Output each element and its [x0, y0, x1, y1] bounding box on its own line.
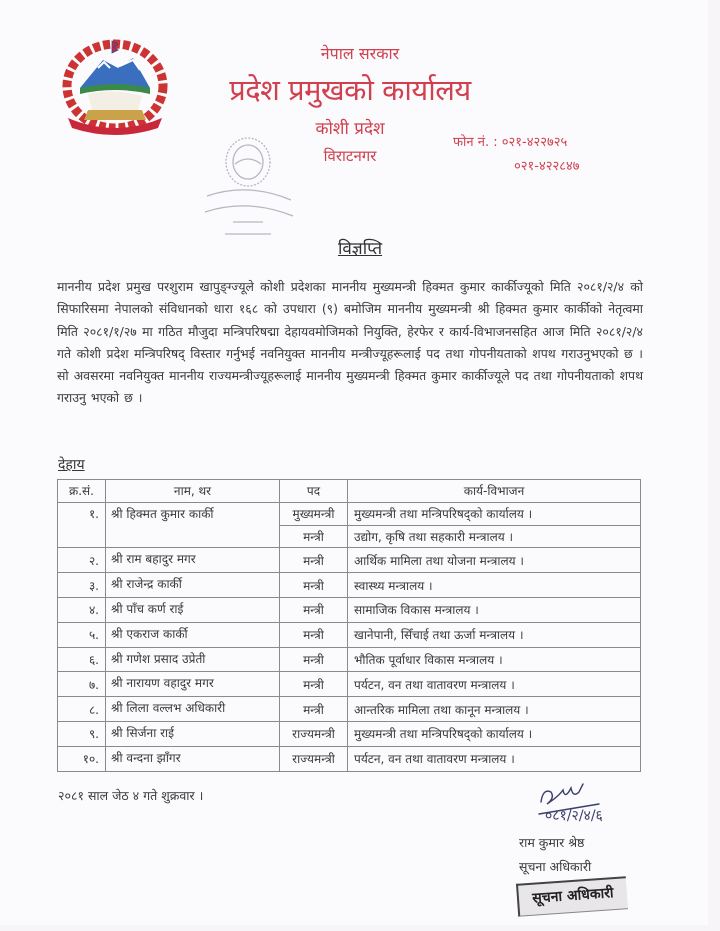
- government-name: नेपाल सरकार: [320, 44, 400, 63]
- cell-name: श्री वन्दना झाँगर: [106, 746, 280, 771]
- table-row: [58, 573, 641, 598]
- cell-portfolio: स्वास्थ्य मन्त्रालय ।: [348, 573, 641, 598]
- cabinet-table: [57, 479, 641, 772]
- officer-stamp: सूचना अधिकारी: [516, 876, 628, 917]
- notice-title: विज्ञप्ति: [337, 239, 383, 259]
- office-seal-icon: [193, 130, 303, 240]
- cell-name: श्री लिला वल्लभ अधिकारी: [106, 697, 280, 722]
- cell-serial: ८.: [58, 697, 106, 722]
- cell-post: मन्त्री: [280, 525, 348, 548]
- header-name: नाम, थर: [106, 480, 280, 503]
- cell-post: मन्त्री: [280, 647, 348, 672]
- cell-post: राज्यमन्त्री: [280, 746, 348, 771]
- cell-portfolio: आर्थिक मामिला तथा योजना मन्त्रालय ।: [348, 548, 641, 573]
- cell-serial: ३.: [58, 573, 106, 598]
- cell-name: श्री एकराज कार्की: [106, 622, 280, 647]
- table-row: [58, 548, 641, 573]
- cell-serial: ९.: [58, 721, 106, 746]
- cell-serial: ४.: [58, 597, 106, 622]
- table-row: [58, 697, 641, 722]
- cell-portfolio: मुख्यमन्त्री तथा मन्त्रिपरिषद्को कार्यालय ।: [348, 502, 641, 525]
- cell-post: मुख्यमन्त्री: [280, 502, 348, 525]
- cell-name: श्री हिक्मत कुमार कार्की: [106, 502, 280, 548]
- signatory-title: सूचना अधिकारी: [519, 859, 592, 874]
- cell-post: मन्त्री: [280, 672, 348, 697]
- cell-portfolio: पर्यटन, वन तथा वातावरण मन्त्रालय ।: [348, 746, 641, 771]
- cell-serial: ५.: [58, 622, 106, 647]
- cell-portfolio: मुख्यमन्त्री तथा मन्त्रिपरिषद्को कार्यालय ।: [348, 721, 641, 746]
- cell-portfolio: पर्यटन, वन तथा वातावरण मन्त्रालय ।: [348, 672, 641, 697]
- cell-post: मन्त्री: [280, 573, 348, 598]
- cell-serial: ७.: [58, 672, 106, 697]
- signatory-name: राम कुमार श्रेष्ठ: [519, 835, 585, 850]
- phone-label: फोन नं. :: [453, 135, 498, 150]
- cell-portfolio: उद्योग, कृषि तथा सहकारी मन्त्रालय ।: [348, 525, 641, 548]
- signature-icon: [535, 780, 645, 830]
- cell-name: श्री राजेन्द्र कार्की: [106, 573, 280, 598]
- cell-portfolio: आन्तरिक मामिला तथा कानून मन्त्रालय ।: [348, 697, 641, 722]
- header-post: पद: [280, 480, 348, 503]
- cell-serial: १.: [58, 502, 106, 548]
- cell-name: श्री पाँच कर्ण राई: [106, 597, 280, 622]
- cell-post: मन्त्री: [280, 697, 348, 722]
- province-name: कोशी प्रदेश: [315, 119, 385, 139]
- table-row: [58, 597, 641, 622]
- phone-number-2: ०२१-४२२८४७: [514, 159, 580, 174]
- issue-date: २०८१ साल जेठ ४ गते शुक्रवार ।: [58, 788, 204, 803]
- cell-post: मन्त्री: [280, 597, 348, 622]
- cell-name: श्री सिर्जना राई: [106, 721, 280, 746]
- cell-portfolio: सामाजिक विकास मन्त्रालय ।: [348, 597, 641, 622]
- notice-body: माननीय प्रदेश प्रमुख परशुराम खापुङ्ग्ज्यूले कोशी प्रदेशका माननीय मुख्यमन्त्री हिक्मत कुमार कार्कीज्यूको मिति २०८१/२/४ को सिफारिसमा नेपालको संविधानको धारा १६८ को उपधारा (९) बमोजिम माननीय मुख्यमन्त्री श्री हिक्मत कुमार कार्कीको नेतृत्वमा मिति २०८१/१/२७ मा गठित मौजुदा मन्त्रिपरिषद्मा देहायवमोजिमको नियुक्ति, हेरफेर र कार्य-विभाजनसहित आज मिति २०८१/२/४ गते कोशी प्रदेश मन्त्रिपरिषद् विस्तार गर्नुभई नवनियुक्त माननीय मन्त्रीज्यूहरूलाई पद तथा गोपनीयताको शपथ गराउनुभएको छ । सो अवसरमा नवनियुक्त माननीय राज्यमन्त्रीज्यूहरूलाई माननीय मुख्यमन्त्री हिक्मत कुमार कार्कीज्यूले पद तथा गोपनीयताको शपथ गराउनु भएको छ ।: [57, 279, 643, 406]
- phone-number-1: [453, 132, 567, 150]
- signature-date: ०८१/२/४/६: [545, 808, 603, 824]
- table-row: [58, 672, 641, 697]
- list-heading: देहाय: [58, 457, 85, 473]
- cell-name: श्री नारायण वहादुर मगर: [106, 672, 280, 697]
- table-row: [58, 746, 641, 771]
- cell-post: मन्त्री: [280, 622, 348, 647]
- header-portfolio: कार्य-विभाजन: [348, 480, 641, 503]
- cell-name: श्री गणेश प्रसाद उप्रेती: [106, 647, 280, 672]
- cell-portfolio: खानेपानी, सिँचाई तथा ऊर्जा मन्त्रालय ।: [348, 622, 641, 647]
- table-row: [58, 721, 641, 746]
- table-row: [58, 622, 641, 647]
- cell-serial: ६.: [58, 647, 106, 672]
- table-header-row: [58, 480, 641, 503]
- cell-name: श्री राम बहादुर मगर: [106, 548, 280, 573]
- office-name: प्रदेश प्रमुखको कार्यालय: [229, 73, 471, 107]
- cell-serial: १०.: [58, 746, 106, 771]
- table-row: [58, 647, 641, 672]
- cell-serial: २.: [58, 548, 106, 573]
- nepal-emblem-icon: [58, 38, 173, 138]
- city-name: विराटनगर: [323, 147, 377, 165]
- cell-post: राज्यमन्त्री: [280, 721, 348, 746]
- cell-post: मन्त्री: [280, 548, 348, 573]
- phone-value-1: ०२१-४२२७२५: [501, 135, 568, 150]
- cell-portfolio: भौतिक पूर्वाधार विकास मन्त्रालय ।: [348, 647, 641, 672]
- table-row: [58, 502, 641, 525]
- header-serial: क्र.सं.: [58, 480, 106, 503]
